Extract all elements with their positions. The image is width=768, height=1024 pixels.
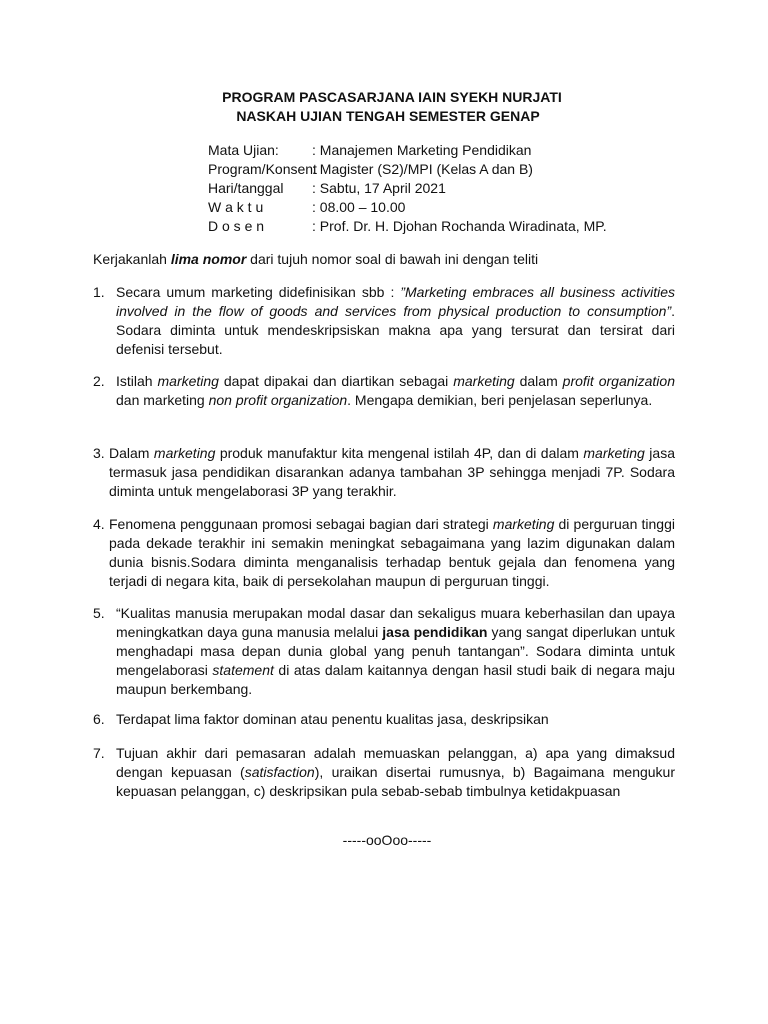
text-run-italic: statement — [212, 662, 274, 678]
text-run-italic: profit organization — [562, 373, 675, 389]
text-run: Terdapat lima faktor dominan atau penentu kualitas jasa, deskripsikan — [116, 711, 549, 727]
text-run-italic: ”Marketing embraces all business activities involved in the flow of goods and services from physical production to consumption” — [116, 284, 675, 319]
question-number: 7. — [93, 745, 105, 761]
question-number: 6. — [93, 711, 105, 727]
question-number: 5. — [93, 605, 105, 621]
question-4 — [93, 515, 675, 591]
text-run: dalam — [514, 373, 563, 389]
instruction-text: Kerjakanlah — [93, 251, 171, 267]
meta-label: Program/Konsent — [208, 161, 317, 177]
text-run-italic: marketing — [453, 373, 515, 389]
meta-value: : Prof. Dr. H. Djohan Rochanda Wiradinata, MP. — [312, 218, 607, 234]
text-run: ), uraikan disertai rumusnya, b) Bagaimana mengukur kepuasan pelanggan, c) deskripsikan pula sebab-sebab timbulnya ketidakpuasan — [116, 764, 675, 799]
question-3 — [93, 444, 675, 501]
text-run: jasa termasuk jasa pendidikan disarankan adanya tambahan 3P sehingga menjadi 7P. Sodara diminta untuk mengelaborasi 3P yang terakhir. — [109, 445, 675, 499]
meta-label: W a k t u — [208, 199, 264, 215]
instruction — [93, 250, 538, 269]
meta-value: : Sabtu, 17 April 2021 — [312, 180, 446, 196]
question-number: 1. — [93, 284, 105, 300]
question-number: 4. — [93, 516, 105, 532]
text-run: Tujuan akhir dari pemasaran adalah memuaskan pelanggan, a) apa yang dimaksud dengan kepuasan ( — [116, 745, 675, 780]
question-number: 3. — [93, 445, 105, 461]
question-6 — [93, 710, 675, 729]
meta-value: : Manajemen Marketing Pendidikan — [312, 142, 532, 158]
text-run: Dalam — [109, 445, 154, 461]
text-run: di atas dalam kaitannya dengan hasil studi baik di negara maju maupun berkembang. — [116, 662, 675, 697]
question-5 — [93, 604, 675, 699]
question-2 — [93, 372, 675, 410]
question-text — [109, 515, 675, 591]
text-run: yang sangat diperlukan untuk menghadapi masa depan dunia global yang penuh tantangan”. Sodara diminta untuk mengelaborasi — [116, 624, 675, 678]
question-text — [109, 444, 675, 501]
meta-label: D o s e n — [208, 218, 265, 234]
text-run: . Sodara diminta untuk mendeskripsiskan makna apa yang tersurat dan tersirat dari defenisi tersebut. — [116, 303, 675, 357]
meta-value: : 08.00 – 10.00 — [312, 199, 406, 215]
exam-title: NASKAH UJIAN TENGAH SEMESTER GENAP — [236, 108, 540, 124]
question-text — [116, 604, 675, 699]
question-text — [116, 283, 675, 359]
text-run: Istilah — [116, 373, 158, 389]
text-run-bold: jasa pendidikan — [382, 624, 488, 640]
text-run-italic: marketing — [153, 445, 216, 461]
text-run: “Kualitas manusia merupakan modal dasar dan sekaligus muara keberhasilan dan upaya meningkatkan daya guna manusia melalui — [116, 605, 675, 640]
text-run: dan marketing — [116, 392, 209, 408]
text-run: . Mengapa demikian, beri penjelasan seperlunya. — [347, 392, 653, 408]
instruction-emphasis: lima nomor — [170, 251, 247, 267]
text-run-italic: satisfaction — [244, 764, 315, 780]
question-text — [116, 744, 675, 801]
text-run-italic: marketing — [583, 445, 645, 461]
institution-title: PROGRAM PASCASARJANA IAIN SYEKH NURJATI — [222, 89, 562, 105]
text-run-italic: non profit organization — [208, 392, 348, 408]
closing-mark: -----ooOoo----- — [342, 832, 432, 848]
text-run: dapat dipakai dan diartikan sebagai — [218, 373, 454, 389]
question-1 — [93, 283, 675, 359]
text-run-italic: marketing — [157, 373, 219, 389]
instruction-text: dari tujuh nomor soal di bawah ini dengan teliti — [246, 251, 539, 267]
text-run: produk manufaktur kita mengenal istilah 4P, dan di dalam — [215, 445, 584, 461]
text-run: di perguruan tinggi pada dekade terakhir ini semakin meningkat sebagaimana yang lazim digunakan dalam dunia bisnis.Sodara diminta menganalisis terhadap bentuk gejala dan fenomena yang terjadi di negara kita, baik di persekolahan maupun di perguruan tinggi. — [109, 516, 675, 589]
text-run: Secara umum marketing didefinisikan sbb : — [116, 284, 401, 300]
question-7 — [93, 744, 675, 801]
meta-value: : Magister (S2)/MPI (Kelas A dan B) — [312, 161, 533, 177]
meta-label: Hari/tanggal — [208, 180, 284, 196]
question-text — [116, 710, 675, 729]
question-text — [116, 372, 675, 410]
text-run: Fenomena penggunaan promosi sebagai bagian dari strategi — [109, 516, 493, 532]
meta-label: Mata Ujian: — [208, 142, 279, 158]
text-run-italic: marketing — [492, 516, 555, 532]
question-number: 2. — [93, 373, 105, 389]
